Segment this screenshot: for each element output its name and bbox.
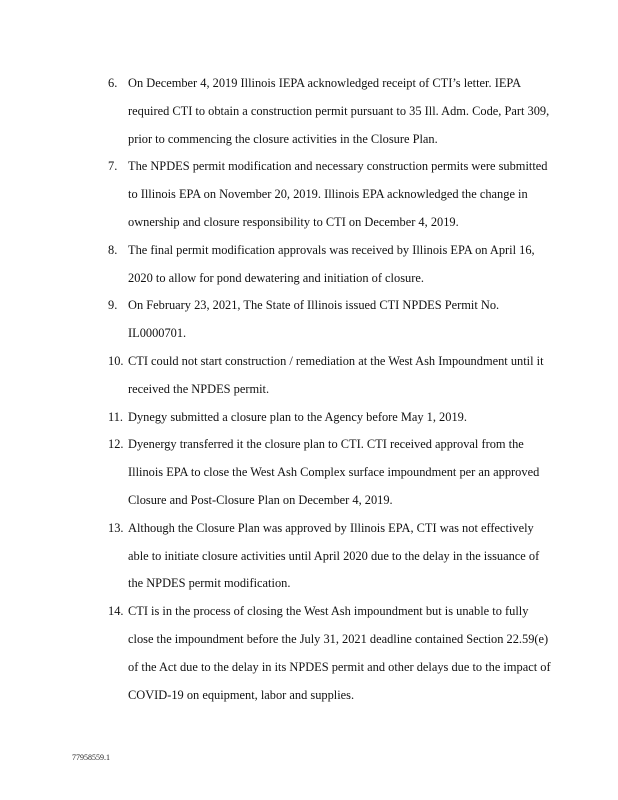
paragraph-line: Dyenergy transferred it the closure plan to CTI. CTI received approval from the xyxy=(128,437,524,452)
numbered-paragraph-list xyxy=(108,70,594,709)
paragraph-line: the NPDES permit modification. xyxy=(128,576,291,591)
paragraph-number: 7. xyxy=(108,159,118,174)
paragraph-line: On February 23, 2021, The State of Illinois issued CTI NPDES Permit No. xyxy=(128,298,500,313)
numbered-paragraph xyxy=(108,348,594,404)
numbered-paragraph xyxy=(108,404,594,432)
paragraph-line: to Illinois EPA on November 20, 2019. Illinois EPA acknowledged the change in xyxy=(128,187,528,202)
paragraph-number: 9. xyxy=(108,298,118,313)
paragraph-line: CTI is in the process of closing the West Ash impoundment but is unable to fully xyxy=(128,604,529,619)
paragraph-line: Although the Closure Plan was approved by Illinois EPA, CTI was not effectively xyxy=(128,520,534,535)
numbered-paragraph xyxy=(108,153,594,236)
numbered-paragraph xyxy=(108,431,594,514)
paragraph-line: of the Act due to the delay in its NPDES permit and other delays due to the impact of xyxy=(128,659,551,674)
paragraph-line: IL0000701. xyxy=(128,326,187,341)
paragraph-number: 11. xyxy=(108,409,124,424)
paragraph-line: Closure and Post-Closure Plan on December 4, 2019. xyxy=(128,492,393,507)
paragraph-number: 10. xyxy=(108,353,124,368)
numbered-paragraph xyxy=(108,515,594,598)
numbered-paragraph xyxy=(108,70,594,153)
paragraph-number: 6. xyxy=(108,76,118,90)
paragraph-line: On December 4, 2019 Illinois IEPA acknowledged receipt of CTI’s letter. IEPA xyxy=(128,76,522,90)
document-id-footer: 77958559.1 xyxy=(72,753,110,762)
paragraph-line: CTI could not start construction / remediation at the West Ash Impoundment until it xyxy=(128,353,544,368)
paragraph-line: ownership and closure responsibility to CTI on December 4, 2019. xyxy=(128,214,459,229)
paragraph-line: required CTI to obtain a construction permit pursuant to 35 Ill. Adm. Code, Part 309, xyxy=(128,103,550,118)
numbered-paragraph xyxy=(108,292,594,348)
paragraph-line: The NPDES permit modification and necessary construction permits were submitted xyxy=(128,159,548,174)
paragraph-line: Illinois EPA to close the West Ash Complex surface impoundment per an approved xyxy=(128,465,540,480)
paragraph-number: 8. xyxy=(108,242,118,257)
paragraph-line: 2020 to allow for pond dewatering and initiation of closure. xyxy=(128,270,424,285)
paragraph-line: able to initiate closure activities until April 2020 due to the delay in the issuance of xyxy=(128,548,540,563)
paragraph-line: received the NPDES permit. xyxy=(128,381,270,396)
paragraph-line: The final permit modification approvals was received by Illinois EPA on April 16, xyxy=(128,242,535,257)
numbered-paragraph xyxy=(108,598,594,709)
paragraph-number: 12. xyxy=(108,437,124,452)
paragraph-line: COVID-19 on equipment, labor and supplies. xyxy=(128,687,355,702)
paragraph-number: 14. xyxy=(108,604,124,619)
paragraph-line: close the impoundment before the July 31, 2021 deadline contained Section 22.59(e) xyxy=(128,631,549,646)
paragraph-line: Dynegy submitted a closure plan to the Agency before May 1, 2019. xyxy=(128,409,467,424)
paragraph-number: 13. xyxy=(108,520,124,535)
paragraph-line: prior to commencing the closure activities in the Closure Plan. xyxy=(128,131,438,146)
numbered-paragraph xyxy=(108,237,594,293)
